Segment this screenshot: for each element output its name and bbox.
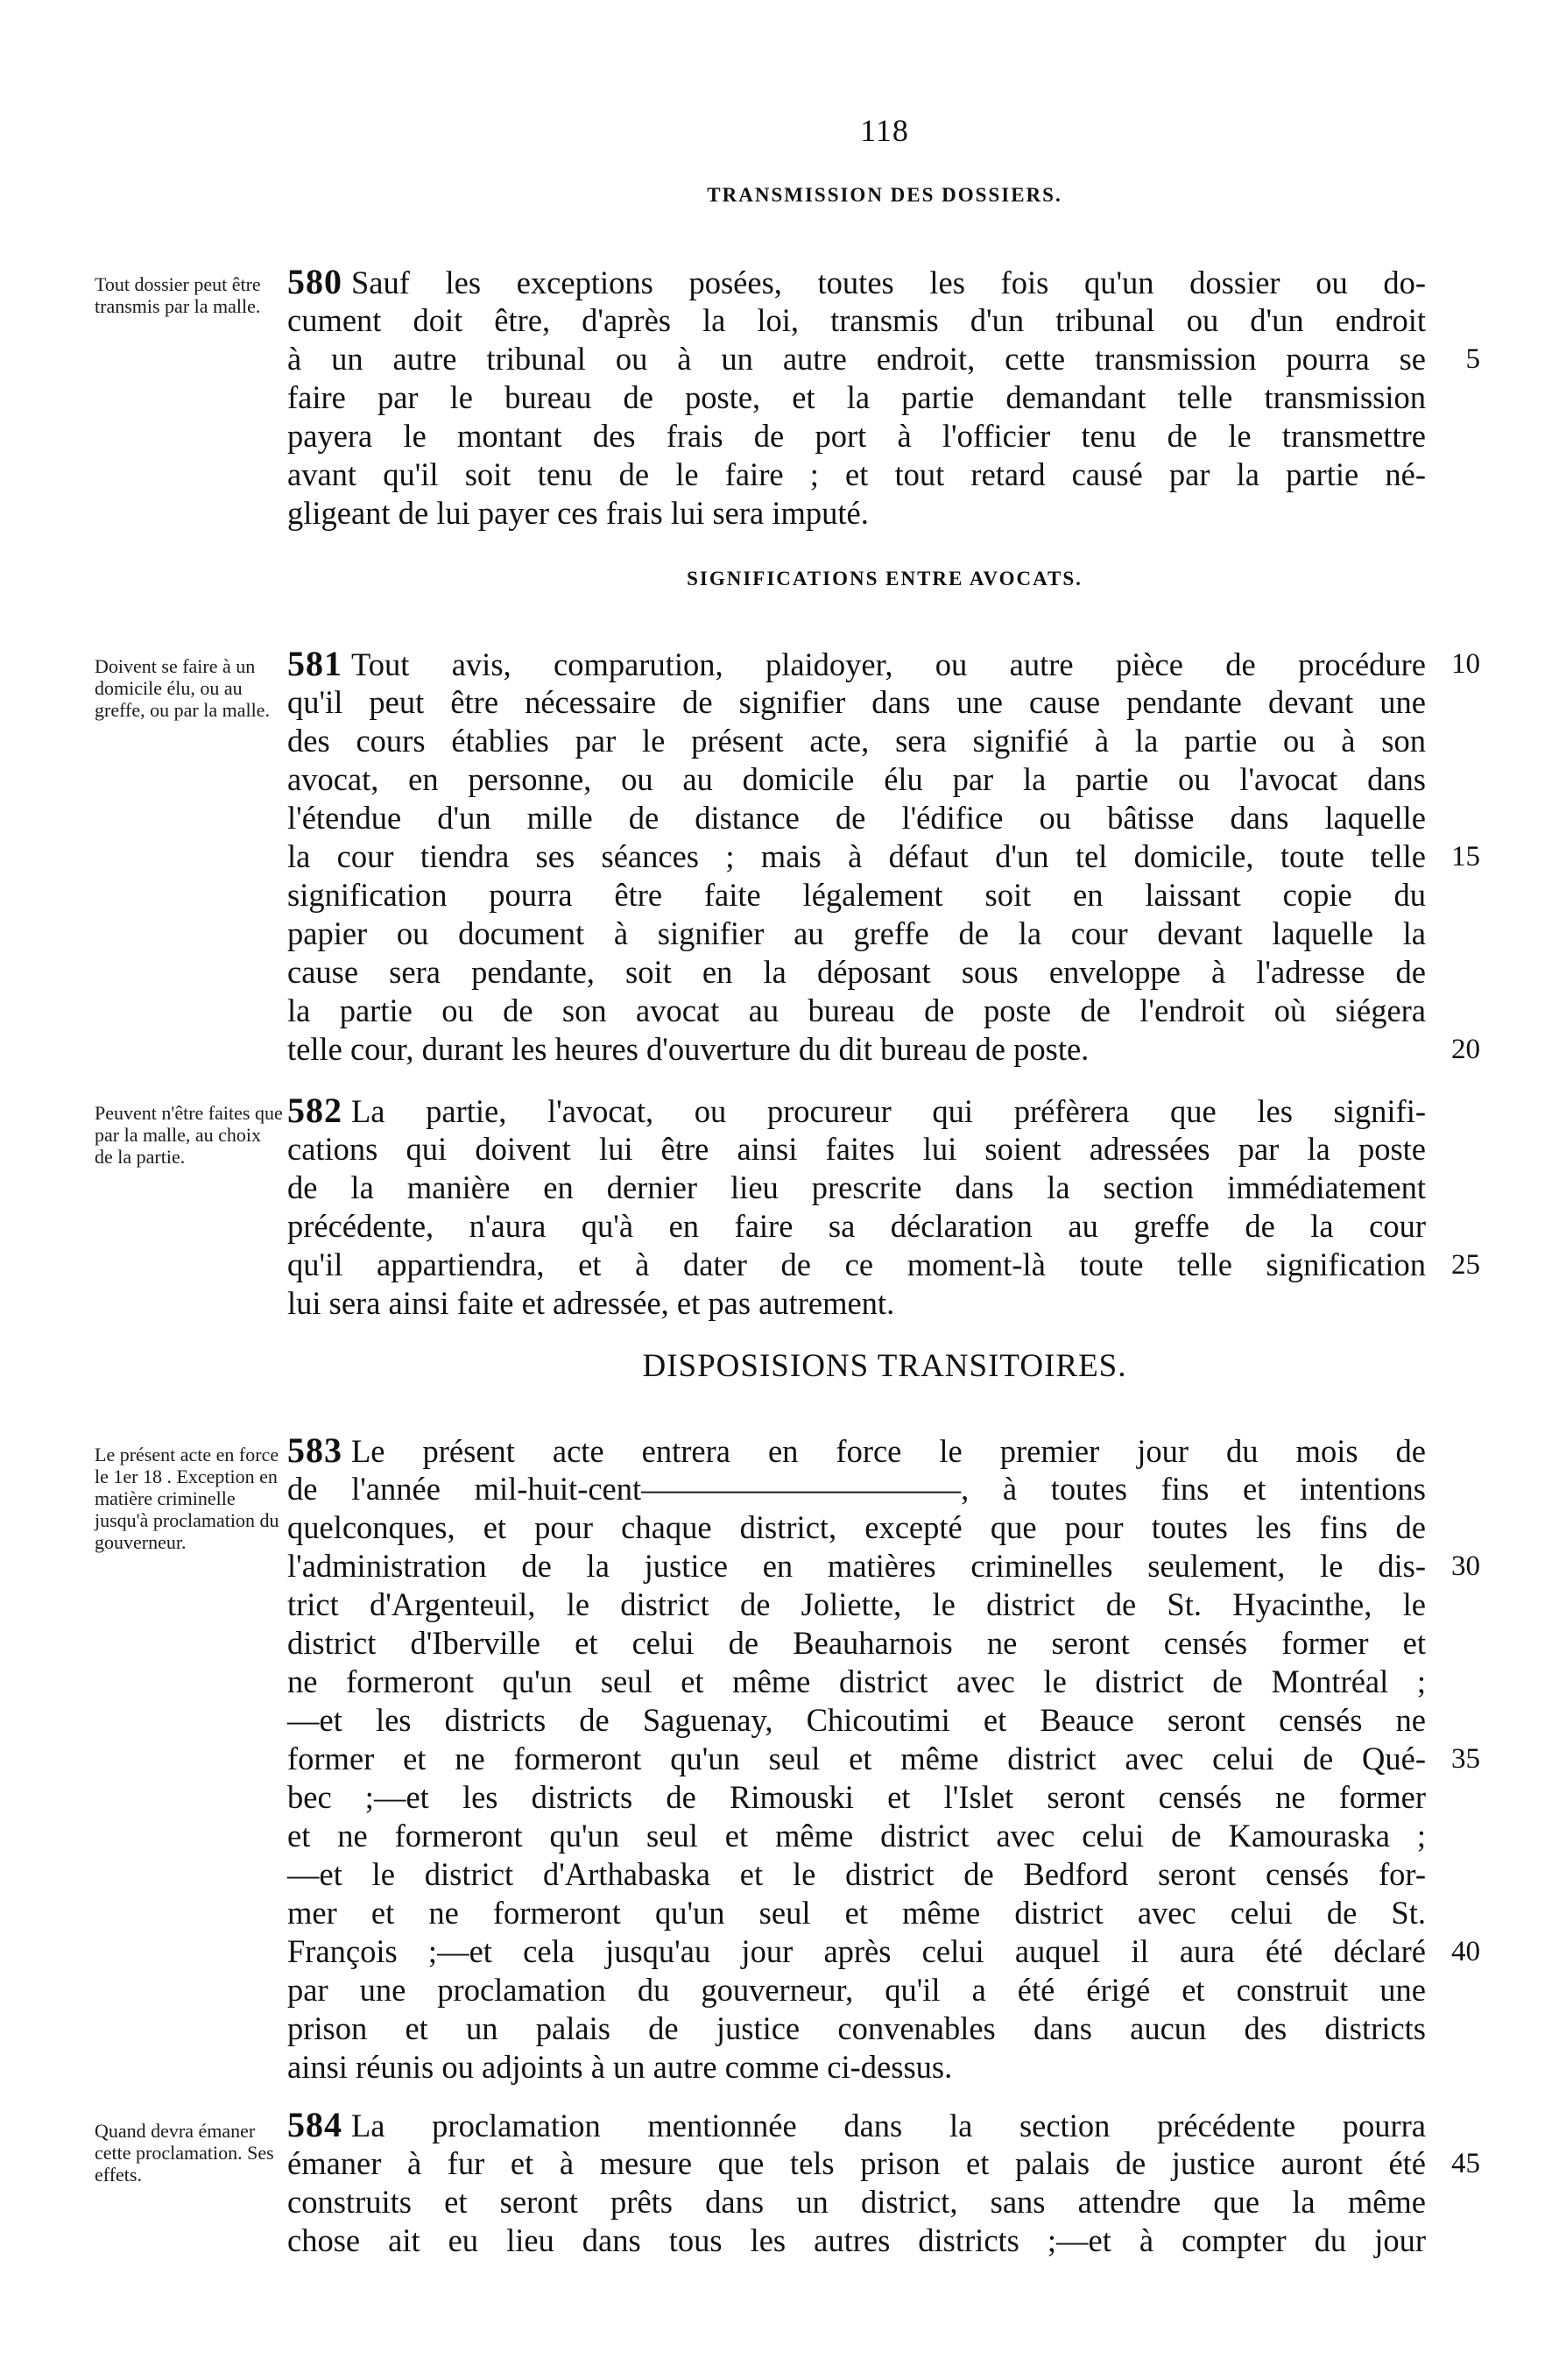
article-line: trict d'Argenteuil, le district de Joliette, le district de St. Hyacinthe, le [287, 1586, 1426, 1622]
article-line: faire par le bureau de poste, et la partie demandant telle transmission [287, 379, 1426, 415]
article-line: signification pourra être faite légalement soit en laissant copie du [287, 877, 1426, 913]
article-line: ne formeront qu'un seul et même district avec le district de Montréal ; [287, 1663, 1426, 1699]
article-580 [287, 263, 1426, 533]
line-number: 20 [1451, 1034, 1480, 1065]
line-number: 30 [1451, 1550, 1480, 1582]
line-number: 25 [1451, 1249, 1480, 1281]
article-line: quelconques, et pour chaque district, excepté que pour toutes les fins de [287, 1509, 1426, 1545]
article-line: chose ait eu lieu dans tous les autres districts ;—et à compter du jour [287, 2222, 1426, 2258]
margin-note-583: Le présent acte en force le 1er 18 . Exception en matière criminelle jusqu'à proclamation du gouverneur. [95, 1444, 279, 1553]
article-line: cause sera pendante, soit en la déposant sous enveloppe à l'adresse de [287, 954, 1426, 990]
article-line: qu'il peut être nécessaire de signifier dans une cause pendante devant une [287, 684, 1426, 720]
article-line: cument doit être, d'après la loi, transmis d'un tribunal ou d'un endroit [287, 302, 1426, 338]
article-line: avant qu'il soit tenu de le faire ; et tout retard causé par la partie né- [287, 456, 1426, 492]
article-line: précédente, n'aura qu'à en faire sa déclaration au greffe de la cour [287, 1208, 1426, 1244]
line-number: 10 [1451, 648, 1480, 680]
article-line: papier ou document à signifier au greffe de la cour devant laquelle la [287, 915, 1426, 951]
article-line: construits et seront prêts dans un district, sans attendre que la même [287, 2184, 1426, 2220]
article-number: 582 [287, 1091, 342, 1130]
article-line: des cours établies par le présent acte, sera signifié à la partie ou à son [287, 723, 1426, 759]
line-number: 15 [1451, 841, 1480, 872]
article-line: émaner à fur et à mesure que tels prison et palais de justice auront été [287, 2145, 1426, 2181]
article-line: de l'année mil-huit-cent——————————, à toutes fins et intentions [287, 1471, 1426, 1507]
article-line: ainsi réunis ou adjoints à un autre comme ci-dessus. [287, 2049, 953, 2085]
article-number: 580 [287, 262, 342, 301]
article-line: avocat, en personne, ou au domicile élu par la partie ou l'avocat dans [287, 761, 1426, 797]
article-line: La proclamation mentionnée dans la section précédente pourra [351, 2108, 1426, 2143]
article-584 [287, 2106, 1426, 2260]
article-line: Sauf les exceptions posées, toutes les fois qu'un dossier ou do- [351, 265, 1426, 300]
margin-note-580: Tout dossier peut être transmis par la malle. [95, 273, 261, 317]
article-line: Tout avis, comparution, plaidoyer, ou autre pièce de procédure [351, 646, 1426, 682]
article-line: et ne formeront qu'un seul et même district avec celui de Kamouraska ; [287, 1818, 1426, 1854]
article-line: telle cour, durant les heures d'ouverture du dit bureau de poste. [287, 1031, 1090, 1067]
article-line: la partie ou de son avocat au bureau de poste de l'endroit où siégera [287, 992, 1426, 1028]
article-line: mer et ne formeront qu'un seul et même district avec celui de St. [287, 1895, 1426, 1931]
article-line: —et les districts de Saguenay, Chicoutimi et Beauce seront censés ne [287, 1702, 1426, 1738]
article-line: cations qui doivent lui être ainsi faites lui soient adressées par la poste [287, 1131, 1426, 1167]
article-line: l'administration de la justice en matières criminelles seulement, le dis- [287, 1548, 1426, 1584]
article-line: François ;—et cela jusqu'au jour après celui auquel il aura été déclaré [287, 1933, 1426, 1969]
margin-note-581: Doivent se faire à un domicile élu, ou au greffe, ou par la malle. [95, 655, 270, 721]
article-582 [287, 1091, 1426, 1323]
line-number: 5 [1465, 343, 1480, 375]
article-line: —et le district d'Arthabaska et le district de Bedford seront censés for- [287, 1856, 1426, 1892]
article-line: gligeant de lui payer ces frais lui sera imputé. [287, 495, 869, 531]
article-number: 581 [287, 644, 342, 683]
section-heading-significations: SIGNIFICATIONS ENTRE AVOCATS. [687, 568, 1083, 590]
article-line: payera le montant des frais de port à l'officier tenu de le transmettre [287, 418, 1426, 454]
article-line: bec ;—et les districts de Rimouski et l'Islet seront censés ne former [287, 1779, 1426, 1815]
margin-note-584: Quand devra émaner cette proclamation. Ses effets. [95, 2120, 274, 2186]
line-number: 35 [1451, 1743, 1480, 1775]
article-line: La partie, l'avocat, ou procureur qui préfèrera que les signifi- [351, 1093, 1426, 1129]
article-line: l'étendue d'un mille de distance de l'édifice ou bâtisse dans laquelle [287, 800, 1426, 836]
article-line: lui sera ainsi faite et adressée, et pas autrement. [287, 1285, 895, 1321]
margin-note-582: Peuvent n'être faites que par la malle, au choix de la partie. [95, 1102, 283, 1168]
section-heading-dispositions: DISPOSISIONS TRANSITOIRES. [642, 1348, 1127, 1384]
article-line: par une proclamation du gouverneur, qu'il a été érigé et construit une [287, 1972, 1426, 2008]
page-number: 118 [860, 113, 909, 148]
article-number: 583 [287, 1430, 342, 1470]
article-line: la cour tiendra ses séances ; mais à défaut d'un tel domicile, toute telle [287, 838, 1426, 874]
article-line: former et ne formeront qu'un seul et même district avec celui de Qué- [287, 1741, 1426, 1776]
article-581 [287, 645, 1426, 1069]
section-heading-transmission: TRANSMISSION DES DOSSIERS. [707, 184, 1062, 206]
article-line: district d'Iberville et celui de Beauharnois ne seront censés former et [287, 1625, 1426, 1661]
article-line: de la manière en dernier lieu prescrite dans la section immédiatement [287, 1169, 1426, 1205]
article-number: 584 [287, 2105, 342, 2144]
article-line: à un autre tribunal ou à un autre endroit, cette transmission pourra se [287, 341, 1426, 377]
article-line: prison et un palais de justice convenables dans aucun des districts [287, 2010, 1426, 2046]
line-number: 40 [1451, 1936, 1480, 1967]
article-line: qu'il appartiendra, et à dater de ce moment-là toute telle signification [287, 1246, 1426, 1282]
article-583 [287, 1431, 1426, 2087]
line-number: 45 [1451, 2148, 1480, 2179]
article-line: Le présent acte entrera en force le premier jour du mois de [351, 1433, 1426, 1469]
